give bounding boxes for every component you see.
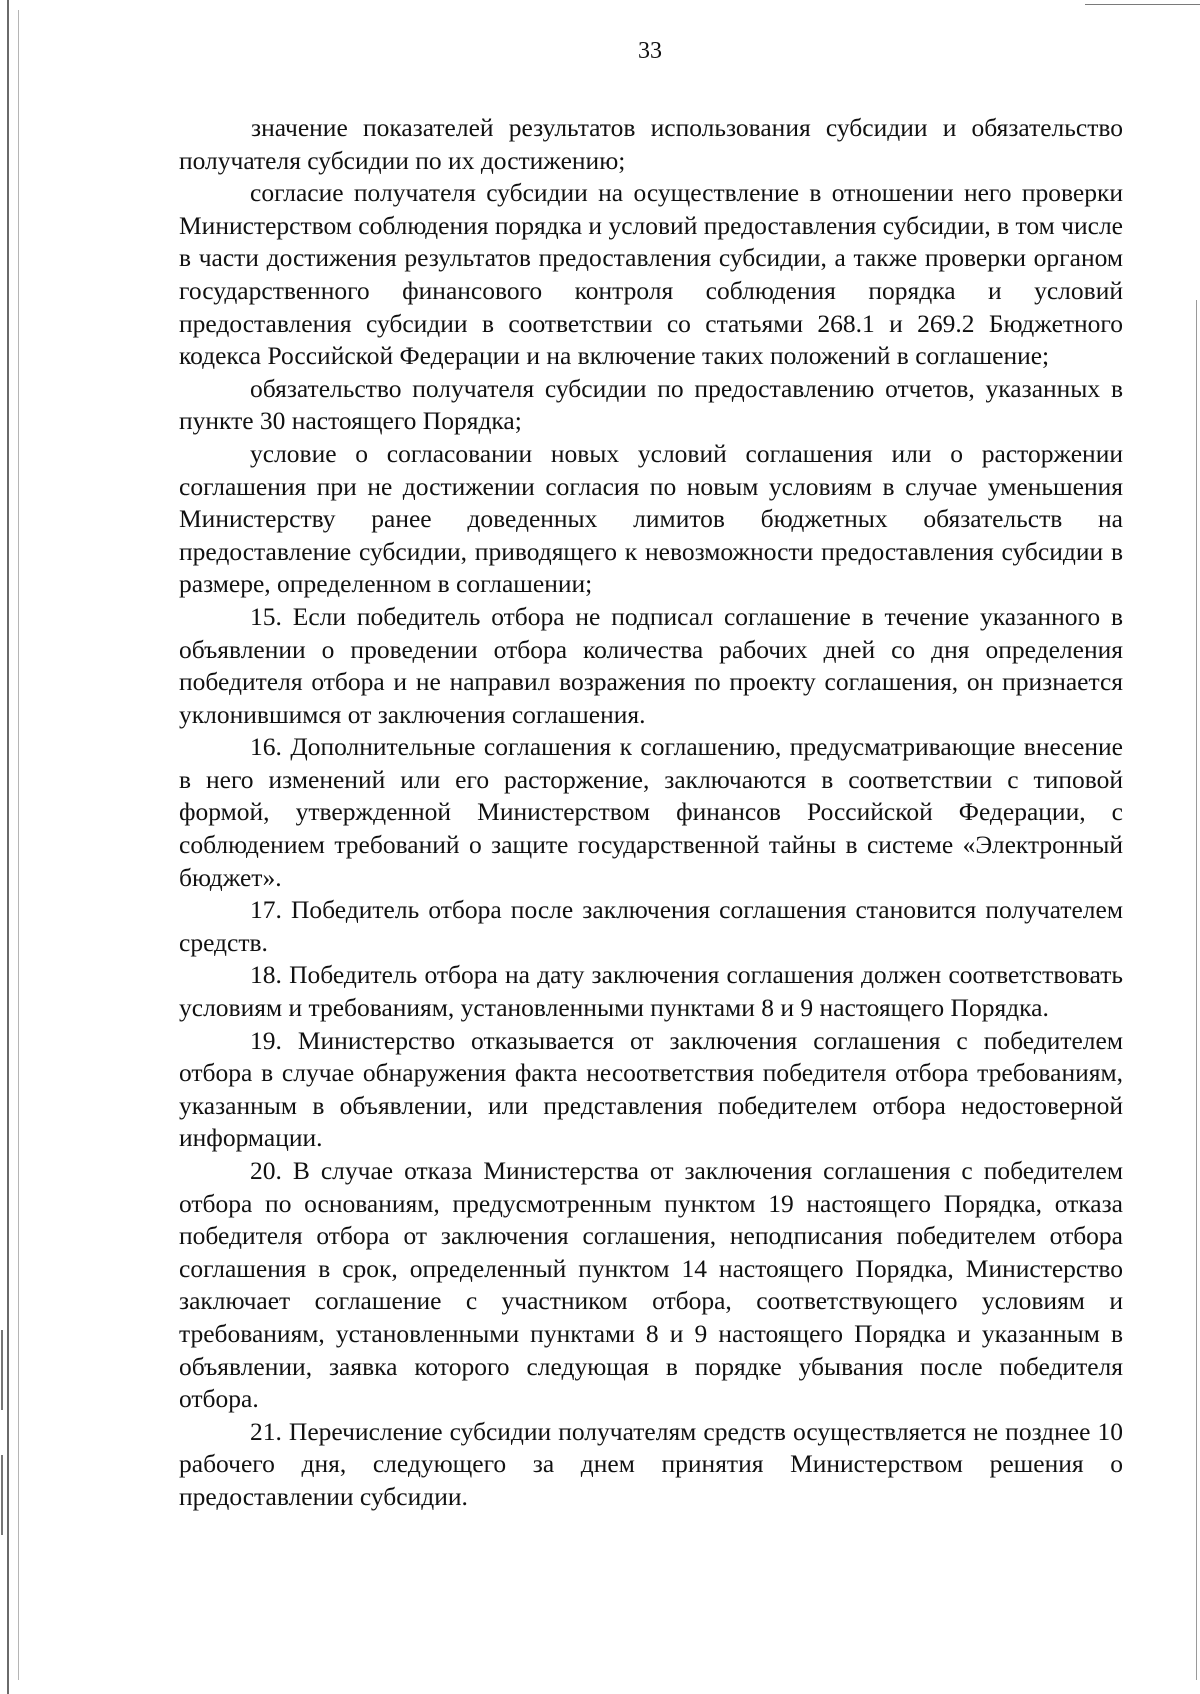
paragraph-item-17: 17. Победитель отбора после заключения соглашения становится получателем средств. bbox=[179, 895, 1123, 957]
paragraph-item-20: 20. В случае отказа Министерства от заключения соглашения с победителем отбора по основаниям, предусмотренным пунктом 19 настоящего Порядка, отказа победителя отбора от заключения соглашения, неподписания победителем отбора соглашения в срок, определенный пунктом 14 настоящего Порядка, Министерство заключает соглашение с участником отбора, соответствующего условиям и требованиям, установленными пунктами 8 и 9 настоящего Порядка и указанным в объявлении, заявка которого следующая в порядке убывания после победителя отбора. bbox=[179, 1156, 1123, 1414]
paragraph-item-21: 21. Перечисление субсидии получателям средств осуществляется не позднее 10 рабочего дня, следующего за днем принятия Министерством решения о предоставлении субсидии. bbox=[179, 1416, 1123, 1511]
paragraph: согласие получателя субсидии на осуществление в отношении него проверки Министерством соблюдения порядка и условий предоставления субсидии, в том числе в части достижения результатов предоставления субсидии, а также проверки органом государственного финансового контроля соблюдения порядка и условий предоставления субсидии в соответствии со статьями 268.1 и 269.2 Бюджетного кодекса Российской Федерации и на включение таких положений в соглашение; bbox=[179, 178, 1123, 371]
paragraph: обязательство получателя субсидии по предоставлению отчетов, указанных в пункте 30 настоящего Порядка; bbox=[179, 373, 1123, 436]
paragraph-item-19: 19. Министерство отказывается от заключения соглашения с победителем отбора в случае обнаружения факта несоответствия победителя отбора требованиям, указанным в объявлении, или представления победителем отбора недостоверной информации. bbox=[179, 1025, 1123, 1153]
paragraph: условие о согласовании новых условий соглашения или о расторжении соглашения при не достижении согласия по новым условиям в случае уменьшения Министерству ранее доведенных лимитов бюджетных обязательств на предоставление субсидии, приводящего к невозможности предоставления субсидии в размере, определенном в соглашении; bbox=[179, 438, 1123, 599]
scan-edge-line bbox=[18, 10, 19, 1680]
scan-edge-fragment bbox=[1, 1455, 3, 1535]
paragraph-item-16: 16. Дополнительные соглашения к соглашению, предусматривающие внесение в него изменений или его расторжение, заключаются в соответствии с типовой формой, утвержденной Министерством финансов Российской Федерации, с соблюдением требований о защите государственной тайны в системе «Электронный бюджет». bbox=[179, 732, 1123, 892]
paragraph-item-15: 15. Если победитель отбора не подписал соглашение в течение указанного в объявлении о проведении отбора количества рабочих дней со дня определения победителя отбора и не направил возражения по проекту соглашения, он признается уклонившимся от заключения соглашения. bbox=[179, 601, 1123, 729]
scan-edge-line bbox=[1085, 4, 1200, 5]
scan-edge-fragment bbox=[1, 1330, 3, 1410]
scan-edge-line bbox=[7, 0, 9, 1694]
scan-edge-line bbox=[1196, 300, 1197, 1680]
document-body bbox=[179, 112, 1123, 1514]
page-number: 33 bbox=[638, 38, 662, 64]
paragraph-item-18: 18. Победитель отбора на дату заключения соглашения должен соответствовать условиям и требованиям, установленными пунктами 8 и 9 настоящего Порядка. bbox=[179, 960, 1123, 1023]
paragraph: значение показателей результатов использования субсидии и обязательство получателя субсидии по их достижению; bbox=[179, 113, 1123, 175]
